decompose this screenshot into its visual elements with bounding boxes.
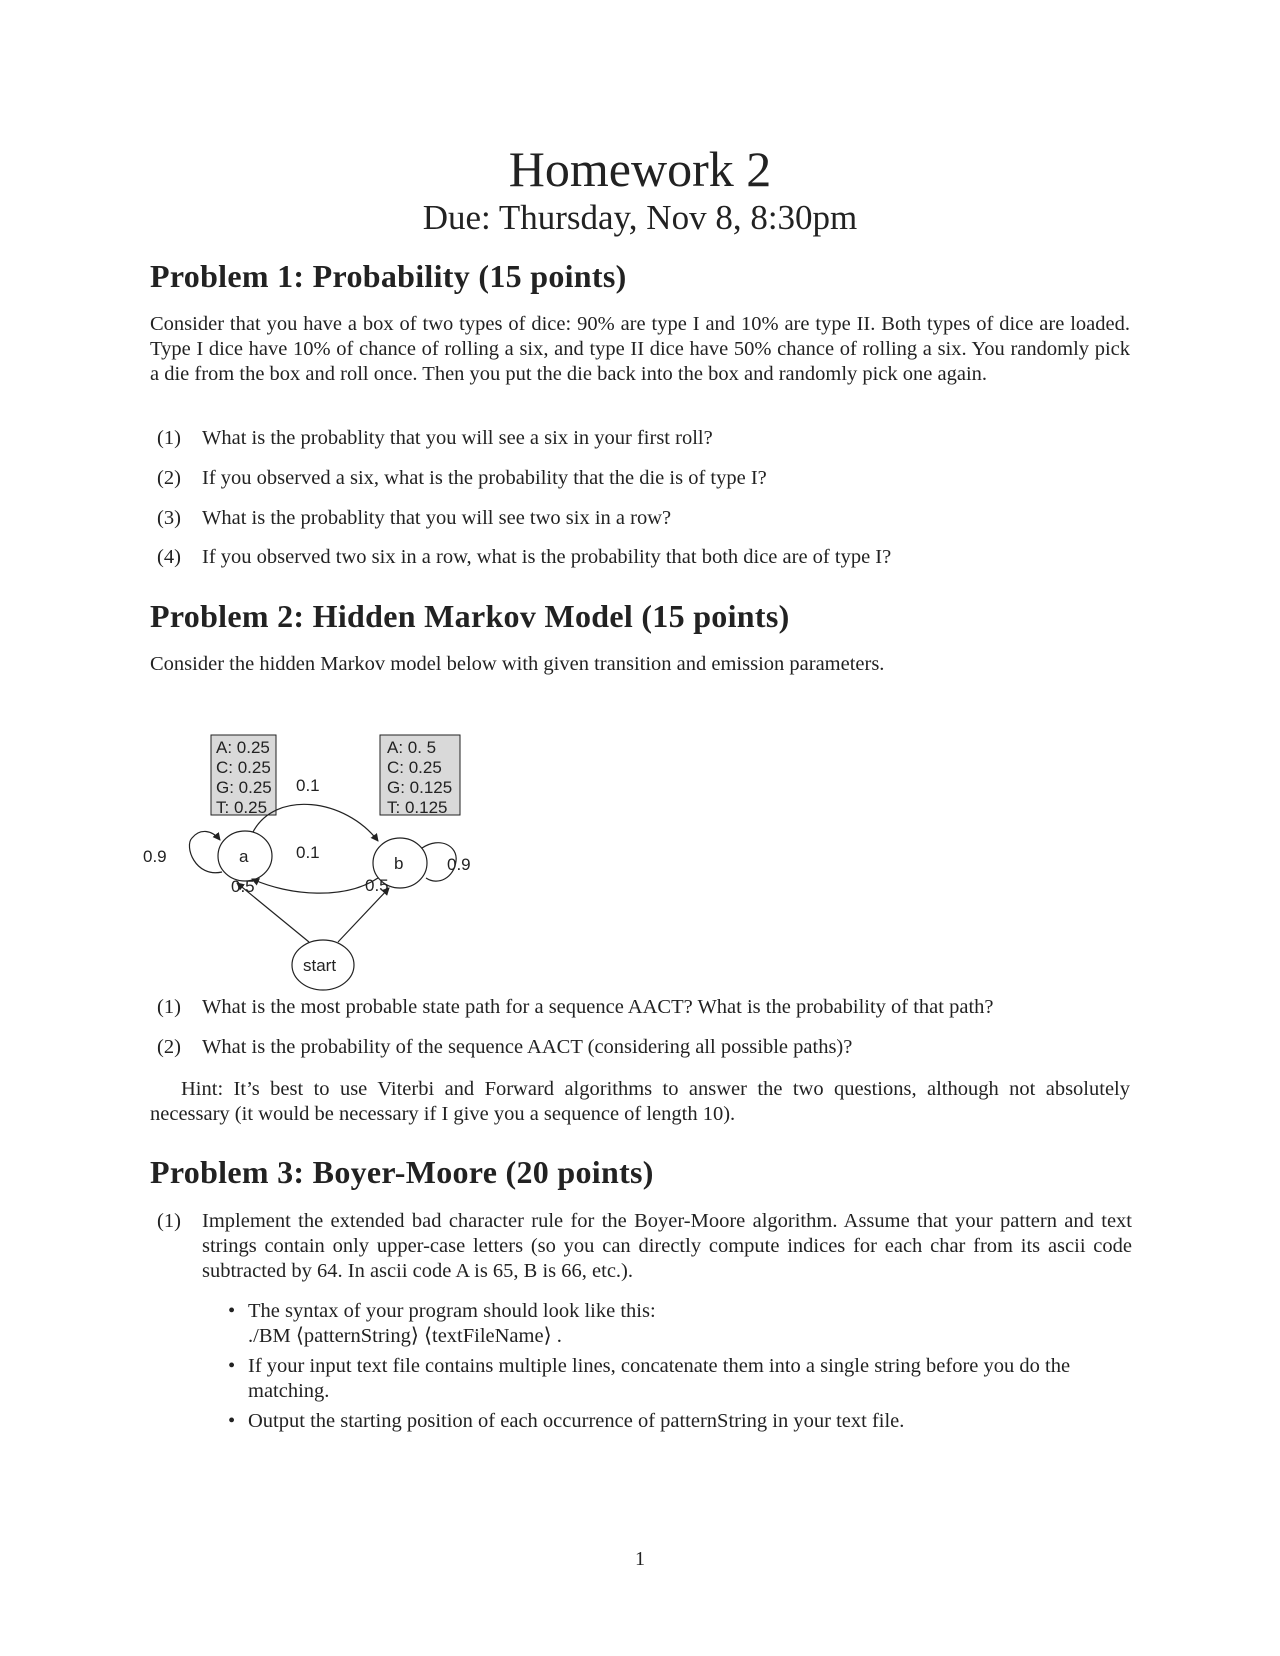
question-number: (1) <box>157 1210 181 1232</box>
problem3-heading: Problem 3: Boyer-Moore (20 points) <box>150 1154 654 1190</box>
problem1-question-2 <box>157 466 1132 491</box>
transition-b-to-a-label: 0.1 <box>296 843 320 862</box>
problem3-bullet-3 <box>228 1409 1133 1434</box>
problem3-bullet-1 <box>228 1299 1133 1349</box>
emission-b-A: A: 0. 5 <box>387 738 437 757</box>
due-date: Due: Thursday, Nov 8, 8:30pm <box>422 198 858 237</box>
question-text: If you observed a six, what is the probability that the die is of type I? <box>202 467 767 489</box>
problem1-question-4 <box>157 545 1132 570</box>
problem3-bullet-2 <box>228 1354 1133 1404</box>
question-text: What is the most probable state path for a sequence AACT? What is the probability of that path? <box>202 996 994 1018</box>
bullet-dot: • <box>228 1355 236 1377</box>
question-text: What is the probablity that you will see a six in your first roll? <box>202 427 713 449</box>
transition-start-to-a-label: 0.5 <box>231 877 255 896</box>
state-start-label: start <box>303 956 337 975</box>
bullet-text: If your input text file contains multiple lines, concatenate them into a single string before you do the matching. <box>248 1355 1071 1402</box>
question-text: What is the probablity that you will see two six in a row? <box>202 507 672 529</box>
document-title: Homework 2 <box>508 141 772 197</box>
question-text: Implement the extended bad character rule for the Boyer-Moore algorithm. Assume that your pattern and text strings contain only upper-case letters (so you can directly compute indices for each char from its ascii code subtracted by 64. In ascii code A is 65, B is 66, etc.). <box>202 1210 1132 1282</box>
problem2-intro: Consider the hidden Markov model below with given transition and emission parameters. <box>150 653 885 675</box>
problem2-hint: Hint: It’s best to use Viterbi and Forward algorithms to answer the two questions, although not absolutely necessary (it would be necessary if I give you a sequence of length 10). <box>150 1078 1130 1125</box>
problem3-item-1 <box>157 1209 1132 1284</box>
bullet-dot: • <box>228 1410 236 1432</box>
problem1-question-1 <box>157 426 1132 451</box>
question-number: (1) <box>157 996 181 1018</box>
transition-start-to-b-label: 0.5 <box>365 876 389 895</box>
question-number: (2) <box>157 1036 181 1058</box>
problem2-question-1 <box>157 995 1132 1020</box>
problem1-question-3 <box>157 506 1132 531</box>
question-text: What is the probability of the sequence AACT (considering all possible paths)? <box>202 1036 853 1058</box>
transition-start-to-b-arrow <box>338 888 389 942</box>
page-number: 1 <box>635 1548 645 1570</box>
self-loop-a-arrow <box>189 831 222 872</box>
emission-a-C: C: 0.25 <box>216 758 271 777</box>
emission-a-A: A: 0.25 <box>216 738 270 757</box>
problem2-question-2 <box>157 1035 1132 1060</box>
transition-b-to-a-arrow <box>252 878 378 893</box>
bullet-line: The syntax of your program should look like this: <box>248 1300 656 1322</box>
question-number: (3) <box>157 507 181 529</box>
bullet-text <box>248 1299 1133 1349</box>
question-text: If you observed two six in a row, what is the probability that both dice are of type I? <box>202 546 892 568</box>
question-number: (1) <box>157 427 181 449</box>
emission-b-T: T: 0.125 <box>387 798 448 817</box>
hmm-diagram <box>140 728 520 998</box>
problem2-heading: Problem 2: Hidden Markov Model (15 points) <box>150 598 790 634</box>
bullet-command: ./BM ⟨patternString⟩ ⟨textFileName⟩ . <box>248 1325 562 1347</box>
emission-b-G: G: 0.125 <box>387 778 453 797</box>
bullet-text: Output the starting position of each occurrence of patternString in your text file. <box>248 1410 905 1432</box>
state-b-label: b <box>394 854 404 873</box>
emission-a-T: T: 0.25 <box>216 798 268 817</box>
self-loop-a-label: 0.9 <box>143 847 167 866</box>
bullet-dot: • <box>228 1300 236 1322</box>
transition-a-to-b-label: 0.1 <box>296 776 320 795</box>
emission-b-C: C: 0.25 <box>387 758 442 777</box>
problem1-heading: Problem 1: Probability (15 points) <box>150 258 627 294</box>
problem1-intro: Consider that you have a box of two types of dice: 90% are type I and 10% are type II. Both types of dice are loaded. Type I dice have 10% of chance of rolling a six, and type II dice have 50% chance of rolling a six. You randomly pick a die from the box and roll once. Then you put the die back into the box and randomly pick one again. <box>150 313 1130 385</box>
emission-a-G: G: 0.25 <box>216 778 272 797</box>
self-loop-b-label: 0.9 <box>447 855 471 874</box>
question-number: (4) <box>157 546 181 568</box>
question-number: (2) <box>157 467 181 489</box>
state-a-label: a <box>239 847 249 866</box>
